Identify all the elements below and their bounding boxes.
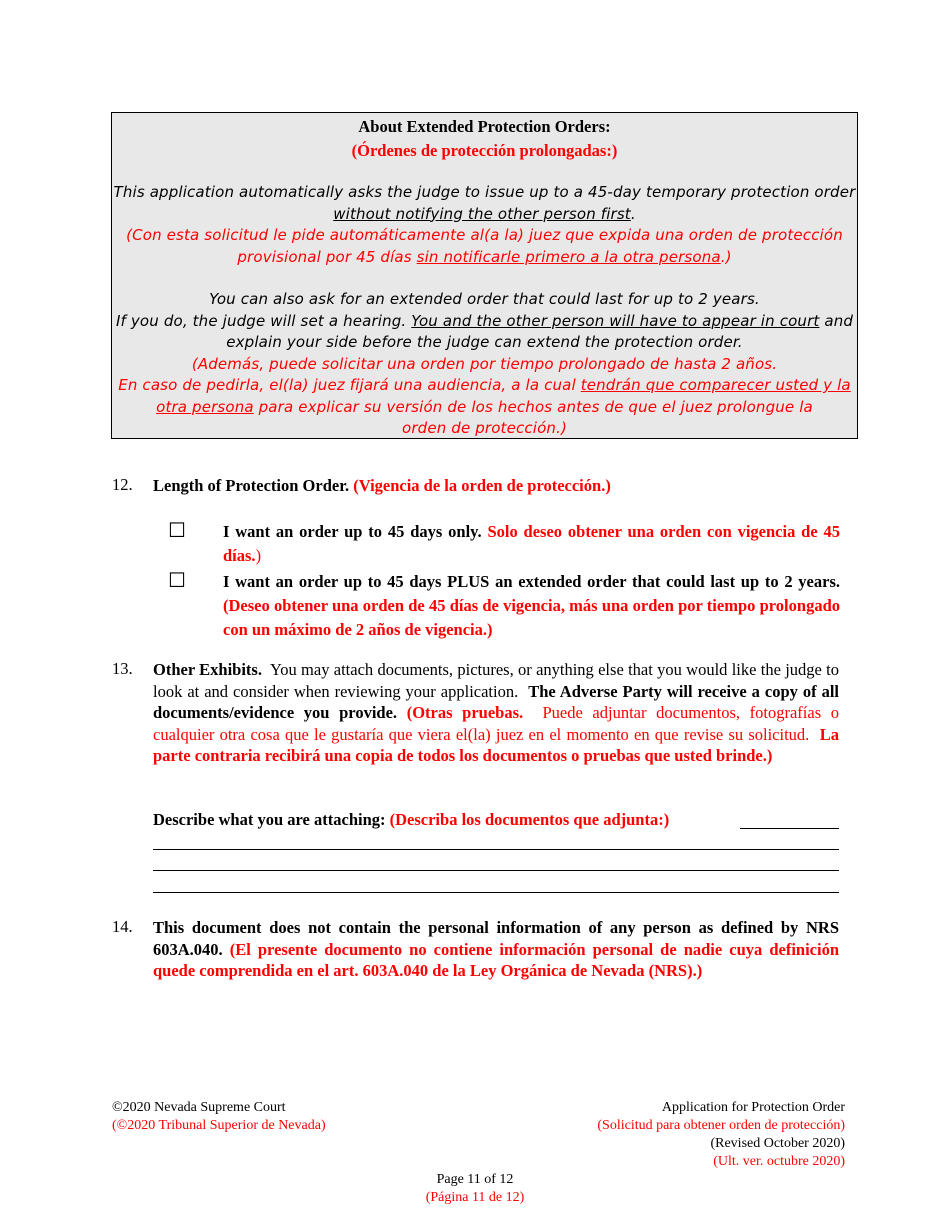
box-para1: This application automatically asks the judge to issue up to a 45-day temporary protection order without notifying the other person first.: [113, 183, 856, 223]
item-12-title: Length of Protection Order. (Vigencia de la orden de protección.): [153, 476, 611, 495]
page-number: Page 11 of 12: [436, 1172, 514, 1187]
footer-revision: (Revised October 2020): [710, 1136, 845, 1151]
footer-form-title: Application for Protection Order: [661, 1100, 845, 1115]
item-14-text: This document does not contain the personal information of any person as defined by NRS 603A.040. (El presente documento no contiene información personal de nadie cuya definición quede comprendida en el art. 603A.040 de la Ley Orgánica de Nevada (NRS).): [153, 918, 839, 981]
box-title-es: (Órdenes de protección prolongadas:): [351, 141, 618, 160]
describe-label: Describe what you are attaching: (Describa los documentos que adjunta:): [153, 810, 670, 829]
checkbox-extended[interactable]: ☐: [168, 568, 186, 592]
page-number-es: (Página 11 de 12): [425, 1190, 525, 1205]
footer-right: [597, 1099, 845, 1171]
box-para1-es: (Con esta solicitud le pide automáticamente al(a la) juez que expida una orden de protección provisional por 45 días sin notificarle primero a la otra persona.): [126, 226, 843, 266]
option-45-days[interactable]: ☐ I want an order up to 45 days only. Solo deseo obtener una orden con vigencia de 45 días.): [168, 518, 841, 565]
footer-copyright-es: (©2020 Tribunal Superior de Nevada): [112, 1118, 326, 1133]
checkbox-45-days[interactable]: ☐: [168, 518, 186, 542]
describe-input-line-3[interactable]: [153, 870, 839, 871]
footer-revision-es: (Ult. ver. octubre 2020): [713, 1154, 845, 1169]
footer-page: [0, 1171, 950, 1207]
box-para2: You can also ask for an extended order that could last for up to 2 years. If you do, the judge will set a hearing. You and the other person will have to appear in court and explain your side before the judge can extend the protection order.: [115, 290, 854, 351]
footer-copyright: ©2020 Nevada Supreme Court: [112, 1100, 286, 1115]
describe-input-line-4[interactable]: [153, 892, 839, 893]
box-para2-es: (Además, puede solicitar una orden por tiempo prolongado de hasta 2 años. En caso de pedirla, el(la) juez fijará una audiencia, a la cual tendrán que comparecer usted y la otra persona para explicar su versión de los hechos antes de que el juez prolongue la orden de protección.): [118, 354, 851, 437]
extended-orders-info-box: [111, 112, 858, 439]
describe-input-line-1[interactable]: [740, 828, 839, 829]
option-extended[interactable]: ☐ I want an order up to 45 days PLUS an extended order that could last up to 2 years. (Deseo obtener una orden de 45 días de vigencia, más una orden por tiempo prolongado con un máximo de 2 años de vigencia.): [168, 568, 840, 639]
footer-form-title-es: (Solicitud para obtener orden de protección): [597, 1118, 845, 1133]
item-13-text: Other Exhibits. You may attach documents, pictures, or anything else that you would like the judge to look at and consider when reviewing your application. The Adverse Party will receive a copy of all documents/evidence you provide. (Otras pruebas. Puede adjuntar documentos, fotografías o cualquier otra cosa que le gustaría que viera el(la) juez en el momento en que revise su solicitud. La parte contraria recibirá una copia de todos los documentos o pruebas que usted brinde.): [153, 660, 840, 766]
item-14-number: 14.: [112, 917, 133, 936]
item-12-number: 12.: [112, 475, 133, 494]
footer-left: [112, 1099, 326, 1135]
item-13-number: 13.: [112, 659, 133, 678]
describe-input-line-2[interactable]: [153, 849, 839, 850]
box-title: About Extended Protection Orders:: [358, 117, 611, 136]
